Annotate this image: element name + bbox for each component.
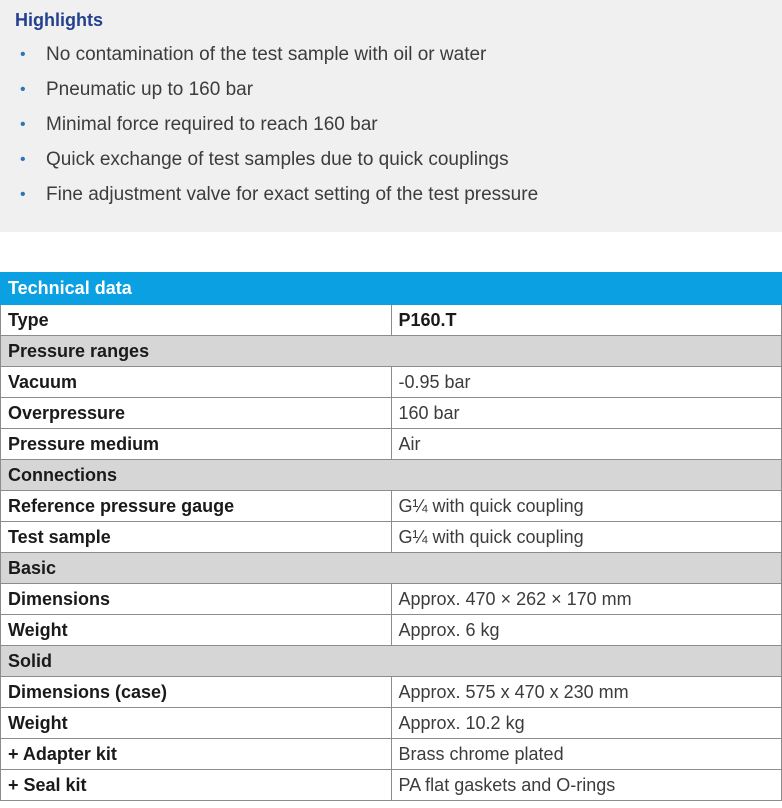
table-row xyxy=(1,739,782,770)
table-row xyxy=(1,584,782,615)
highlight-text: Minimal force required to reach 160 bar xyxy=(46,114,378,135)
row-label: Weight xyxy=(1,708,392,739)
highlight-item xyxy=(0,142,782,177)
section-row xyxy=(1,336,782,367)
table-row xyxy=(1,429,782,460)
row-value: Approx. 470 × 262 × 170 mm xyxy=(391,584,782,615)
table-header-row xyxy=(1,273,782,305)
row-value: Approx. 575 x 470 x 230 mm xyxy=(391,677,782,708)
section-title: Pressure ranges xyxy=(1,336,782,367)
row-label: Test sample xyxy=(1,522,392,553)
row-value: Approx. 6 kg xyxy=(391,615,782,646)
row-value: Brass chrome plated xyxy=(391,739,782,770)
highlight-item xyxy=(0,72,782,107)
highlight-text: Pneumatic up to 160 bar xyxy=(46,79,254,100)
highlight-text: Fine adjustment valve for exact setting of the test pressure xyxy=(46,184,539,205)
bullet-icon: • xyxy=(20,46,26,63)
row-value: PA flat gaskets and O-rings xyxy=(391,770,782,801)
table-row xyxy=(1,491,782,522)
section-row xyxy=(1,553,782,584)
technical-data-table xyxy=(0,272,782,801)
highlights-panel xyxy=(0,0,782,232)
table-row xyxy=(1,708,782,739)
row-label: Dimensions (case) xyxy=(1,677,392,708)
row-label: + Seal kit xyxy=(1,770,392,801)
section-title: Basic xyxy=(1,553,782,584)
highlight-item xyxy=(0,177,782,212)
section-title: Connections xyxy=(1,460,782,491)
highlights-list xyxy=(0,37,782,212)
bullet-icon: • xyxy=(20,151,26,168)
row-label: + Adapter kit xyxy=(1,739,392,770)
row-label: Reference pressure gauge xyxy=(1,491,392,522)
highlight-item xyxy=(0,107,782,142)
bullet-icon: • xyxy=(20,116,26,133)
row-label: Pressure medium xyxy=(1,429,392,460)
row-label: Vacuum xyxy=(1,367,392,398)
row-value: 160 bar xyxy=(391,398,782,429)
row-value: G¼ with quick coupling xyxy=(391,522,782,553)
highlight-item xyxy=(0,37,782,72)
highlight-text: Quick exchange of test samples due to quick couplings xyxy=(46,149,509,170)
table-row xyxy=(1,367,782,398)
highlight-text: No contamination of the test sample with oil or water xyxy=(46,44,487,65)
table-header: Technical data xyxy=(1,273,782,305)
table-row xyxy=(1,770,782,801)
table-row xyxy=(1,615,782,646)
bullet-icon: • xyxy=(20,186,26,203)
row-value: Approx. 10.2 kg xyxy=(391,708,782,739)
section-row xyxy=(1,460,782,491)
row-label: Overpressure xyxy=(1,398,392,429)
row-value: Air xyxy=(391,429,782,460)
section-title: Solid xyxy=(1,646,782,677)
row-value: -0.95 bar xyxy=(391,367,782,398)
section-row xyxy=(1,646,782,677)
type-label: Type xyxy=(1,305,392,336)
bullet-icon: • xyxy=(20,81,26,98)
table-row xyxy=(1,677,782,708)
highlights-title: Highlights xyxy=(15,10,103,30)
table-row xyxy=(1,522,782,553)
row-label: Weight xyxy=(1,615,392,646)
row-value: G¼ with quick coupling xyxy=(391,491,782,522)
type-row xyxy=(1,305,782,336)
row-label: Dimensions xyxy=(1,584,392,615)
type-value: P160.T xyxy=(391,305,782,336)
table-row xyxy=(1,398,782,429)
